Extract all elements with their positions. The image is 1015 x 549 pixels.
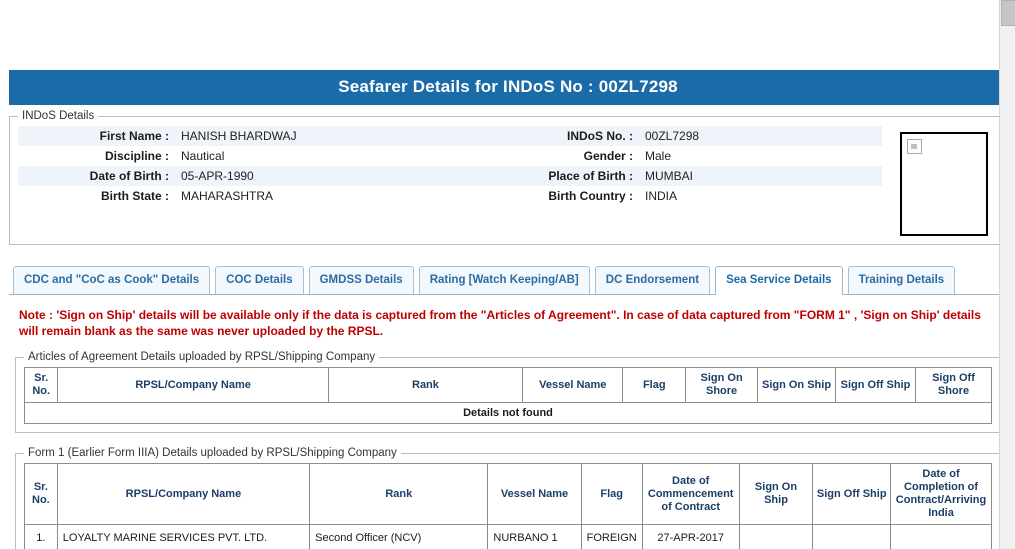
indos-details-section	[9, 110, 1007, 245]
form1-header-sign-off-ship: Sign Off Ship	[813, 464, 891, 525]
indos-no-value: 00ZL7298	[639, 126, 882, 146]
note-label: Note :	[19, 308, 53, 322]
form1-cell-rank: Second Officer (NCV)	[310, 525, 488, 549]
aoa-header-sign-off-ship: Sign Off Ship	[836, 368, 916, 403]
form1-legend: Form 1 (Earlier Form IIIA) Details uploaded by RPSL/Shipping Company	[28, 447, 397, 459]
aoa-header-company: RPSL/Company Name	[58, 368, 328, 403]
date-of-birth-label: Date of Birth :	[18, 166, 175, 186]
note-text	[19, 307, 1001, 339]
tab-gmdss-details[interactable]: GMDSS Details	[309, 266, 414, 294]
aoa-header-sign-on-ship: Sign On Ship	[758, 368, 836, 403]
form1-header-company: RPSL/Company Name	[57, 464, 309, 525]
table-row	[25, 525, 992, 549]
form1-cell-vessel: NURBANO 1	[488, 525, 581, 549]
seafarer-photo	[900, 132, 988, 236]
tab-coc-details[interactable]: COC Details	[215, 266, 303, 294]
form1-header-flag: Flag	[581, 464, 642, 525]
form1-header-completion: Date of Completion of Contract/Arriving India	[891, 464, 992, 525]
scrollbar-thumb[interactable]	[1001, 0, 1015, 26]
seafarer-details-container	[9, 70, 1007, 549]
table-row	[18, 126, 882, 146]
aoa-header-sign-off-shore: Sign Off Shore	[915, 368, 991, 403]
birth-state-label: Birth State :	[100, 189, 169, 203]
form1-section	[15, 447, 1001, 549]
tab-rating-watch-keeping[interactable]: Rating [Watch Keeping/AB]	[419, 266, 590, 294]
aoa-header-rank: Rank	[328, 368, 522, 403]
form1-cell-commencement: 27-APR-2017	[642, 525, 739, 549]
first-name-value: HANISH BHARDWAJ	[175, 126, 487, 146]
discipline-value: Nautical	[181, 149, 225, 163]
articles-of-agreement-section	[15, 351, 1001, 433]
note-body: 'Sign on Ship' details will be available only if the data is captured from the "Articles of Agreement". In case of data captured from "FORM 1" , 'Sign on Ship' details will remain blank as the same was never uploaded by the RPSL.	[19, 308, 981, 338]
aoa-header-flag: Flag	[623, 368, 686, 403]
discipline-label: Discipline :	[104, 149, 169, 163]
table-row	[18, 166, 882, 186]
form1-table	[24, 463, 992, 549]
indos-details-table	[18, 126, 882, 206]
tab-bar	[13, 265, 1007, 294]
table-header-row	[25, 368, 992, 403]
gender-value: Male	[645, 149, 672, 163]
vertical-scrollbar[interactable]	[999, 0, 1015, 549]
place-of-birth-label: Place of Birth :	[487, 166, 639, 186]
indos-details-legend: INDoS Details	[22, 110, 95, 122]
tab-dc-endorsement[interactable]: DC Endorsement	[595, 266, 710, 294]
table-row	[18, 186, 882, 206]
gender-label: Gender :	[583, 149, 633, 163]
aoa-empty-message: Details not found	[25, 403, 992, 424]
aoa-header-sign-on-shore: Sign On Shore	[686, 368, 758, 403]
place-of-birth-value: MUMBAI	[639, 166, 882, 186]
form1-cell-flag: FOREIGN	[581, 525, 642, 549]
birth-state-value: MAHARASHTRA	[181, 189, 274, 203]
birth-country-label: Birth Country :	[548, 189, 633, 203]
form1-header-rank: Rank	[310, 464, 488, 525]
table-row	[25, 403, 992, 424]
aoa-header-vessel: Vessel Name	[523, 368, 623, 403]
form1-cell-completion	[891, 525, 992, 549]
first-name-label: First Name :	[18, 126, 175, 146]
articles-of-agreement-legend: Articles of Agreement Details uploaded by RPSL/Shipping Company	[28, 351, 376, 363]
indos-no-label: INDoS No. :	[487, 126, 639, 146]
form1-cell-sign-off-ship	[813, 525, 891, 549]
form1-cell-company: LOYALTY MARINE SERVICES PVT. LTD.	[57, 525, 309, 549]
form1-header-sign-on-ship: Sign On Ship	[739, 464, 813, 525]
form1-header-sr-no: Sr. No.	[25, 464, 58, 525]
broken-image-icon	[907, 139, 922, 154]
page-title: Seafarer Details for INDoS No : 00ZL7298	[9, 70, 1007, 105]
table-header-row	[25, 464, 992, 525]
birth-country-value: INDIA	[645, 189, 678, 203]
form1-header-commencement: Date of Commencement of Contract	[642, 464, 739, 525]
sea-service-details-panel	[9, 294, 1007, 549]
tab-cdc-coc-as-cook[interactable]: CDC and "CoC as Cook" Details	[13, 266, 210, 294]
aoa-header-sr-no: Sr. No.	[25, 368, 58, 403]
articles-of-agreement-table	[24, 367, 992, 424]
form1-cell-sr-no: 1.	[25, 525, 58, 549]
table-row	[18, 146, 882, 166]
tab-training-details[interactable]: Training Details	[848, 266, 956, 294]
form1-header-vessel: Vessel Name	[488, 464, 581, 525]
form1-cell-sign-on-ship	[739, 525, 813, 549]
date-of-birth-value: 05-APR-1990	[175, 166, 487, 186]
tab-sea-service-details[interactable]: Sea Service Details	[715, 266, 843, 295]
